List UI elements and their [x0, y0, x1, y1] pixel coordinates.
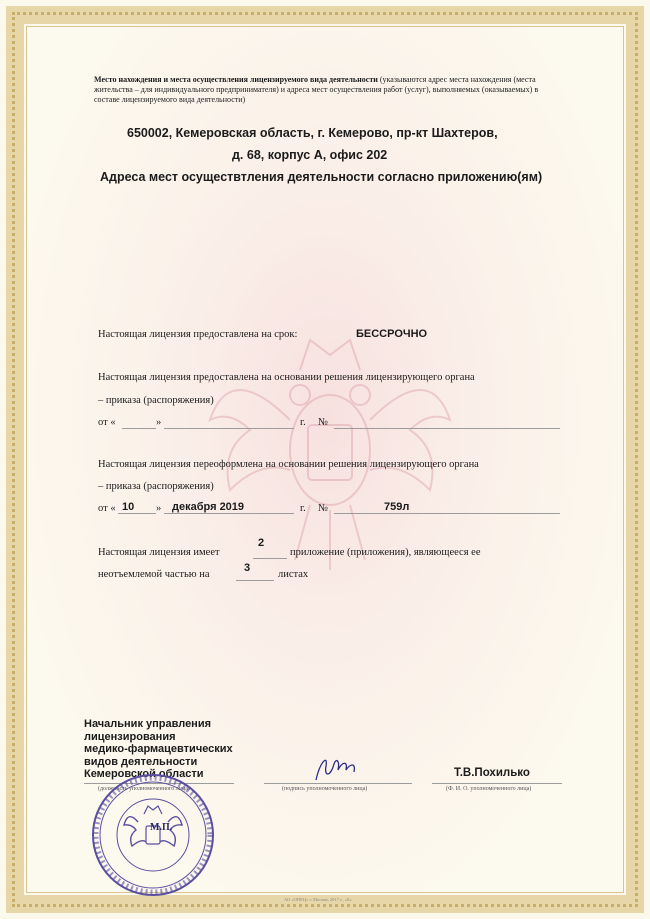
handwritten-signature-icon — [310, 752, 360, 786]
reissued-number: 759л — [384, 501, 410, 513]
address-line-1: 650002, Кемеровская область, г. Кемерово, пр-кт Шахтеров, — [127, 126, 498, 140]
term-value: БЕССРОЧНО — [356, 328, 428, 340]
granted-from-open: от « — [98, 417, 116, 428]
appendix-text: приложение (приложения), являющееся ее — [290, 547, 481, 558]
term-label: Настоящая лицензия предоставлена на срок: — [98, 329, 298, 340]
reissued-from-close: » — [156, 503, 162, 514]
reissued-year-label: г. — [300, 503, 306, 514]
position-line: медико-фармацевтических — [84, 743, 233, 755]
appendix-has-label: Настоящая лицензия имеет — [98, 547, 220, 558]
position-line: Кемеровской области — [84, 768, 204, 780]
activity-location-note — [94, 75, 564, 105]
granted-number-label: № — [318, 417, 329, 428]
appendix-sheets-label: листах — [278, 569, 309, 580]
granted-year-label: г. — [300, 417, 306, 428]
position-line: лицензирования — [84, 730, 176, 743]
appendix-part-label: неотъемлемой частью на — [98, 569, 210, 580]
granted-number-field — [334, 428, 560, 429]
appendix-sheets-field — [236, 580, 274, 581]
caption-name: (Ф. И. О. уполномоченного лица) — [446, 786, 532, 792]
reissued-number-field — [334, 513, 560, 514]
reissued-month-year: декабря 2019 — [172, 501, 245, 513]
granted-day-field — [122, 428, 156, 429]
signatory-name: Т.В.Похилько — [454, 767, 530, 779]
granted-line-1: Настоящая лицензия предоставлена на основании решения лицензирующего органа — [98, 372, 475, 383]
reissued-day: 10 — [122, 501, 135, 513]
reissued-line-1: Настоящая лицензия переоформлена на основании решения лицензирующего органа — [98, 459, 479, 470]
reissued-from-open: от « — [98, 503, 116, 514]
official-stamp-icon — [88, 770, 218, 900]
address-line-3: Адреса мест осуществтления деятельности согласно приложению(ям) — [100, 170, 543, 184]
name-rule — [432, 783, 562, 784]
print-footer: АО «ОПЕЦ» г. Москва, 2017 г., «Б» — [284, 897, 352, 902]
appendix-count-field — [253, 558, 287, 559]
reissued-line-2: – приказа (распоряжения) — [98, 481, 214, 492]
granted-month-field — [164, 428, 294, 429]
seal-place-mark: М.П. — [150, 822, 173, 833]
position-line: видов деятельности — [84, 755, 198, 768]
reissued-month-field — [164, 513, 294, 514]
caption-position: (должность уполномоченного лица) — [98, 786, 190, 792]
reissued-day-field — [118, 513, 156, 514]
granted-line-2: – приказа (распоряжения) — [98, 395, 214, 406]
note-bold: Место нахождения и места осуществления лицензируемого вида деятельности — [94, 75, 378, 84]
signature-rule — [264, 783, 412, 784]
appendix-count: 2 — [258, 537, 265, 549]
appendix-sheets: 3 — [244, 562, 251, 574]
address-line-2: д. 68, корпус А, офис 202 — [232, 148, 388, 162]
note-rest: (указываются адрес места нахождения (места жительства – для индивидуального предпринимателя) и адреса мест осуществления работ (услуг), выполняемых (оказываемых) в составе лицензируемого вида деятельности) — [94, 75, 539, 104]
reissued-number-label: № — [318, 503, 329, 514]
position-line: Начальник управления — [84, 718, 212, 730]
granted-from-close: » — [156, 417, 162, 428]
caption-signature: (подпись уполномоченного лица) — [282, 786, 368, 792]
